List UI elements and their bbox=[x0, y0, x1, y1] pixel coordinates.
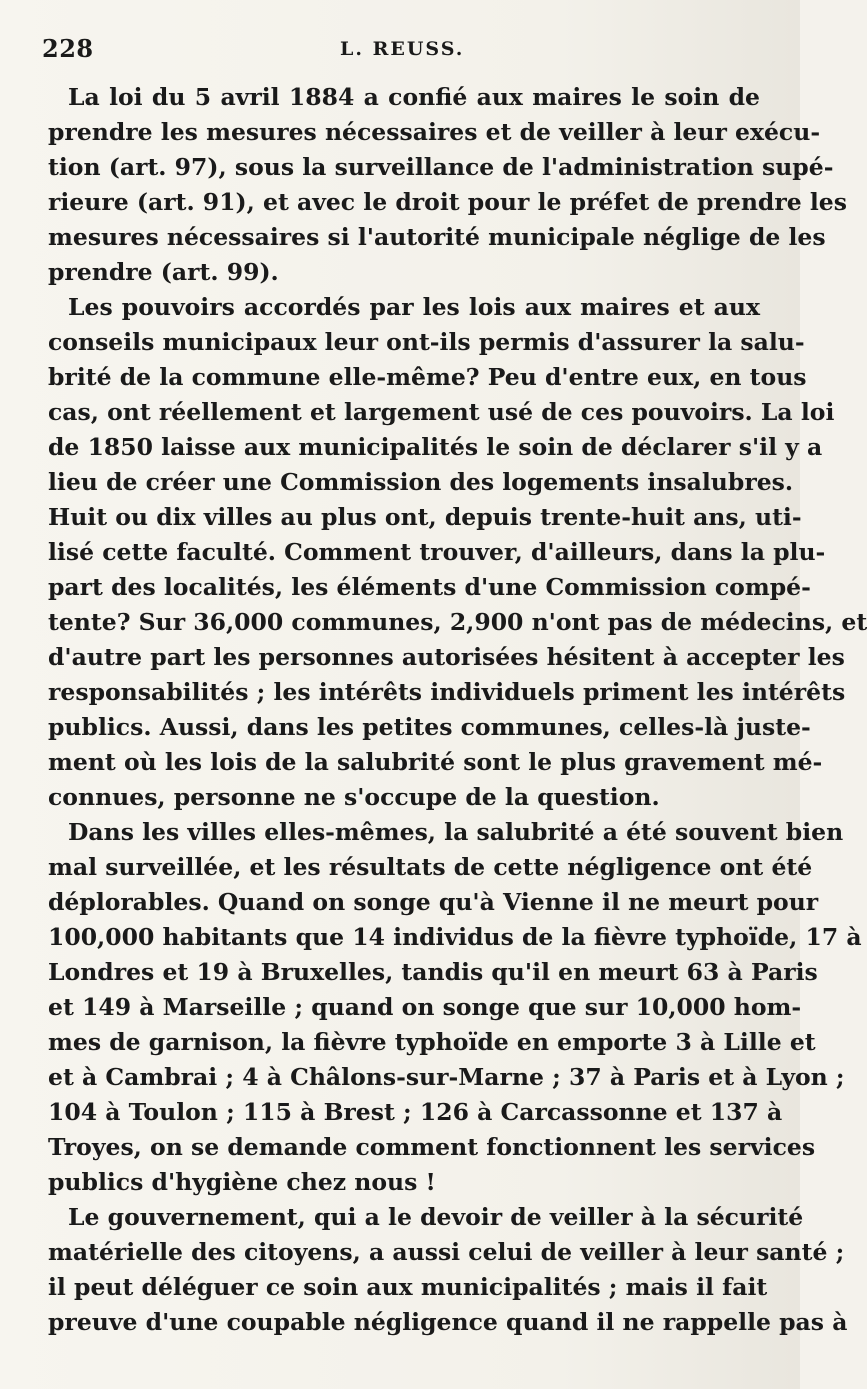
text-line: 104 à Toulon ; 115 à Brest ; 126 à Carcassonne et 137 à bbox=[48, 1098, 783, 1126]
text-line: Troyes, on se demande comment fonctionnent les services bbox=[48, 1133, 816, 1161]
text-line: Londres et 19 à Bruxelles, tandis qu'il en meurt 63 à Paris bbox=[48, 958, 818, 986]
text-line: tente? Sur 36,000 communes, 2,900 n'ont pas de médecins, et bbox=[48, 608, 867, 636]
text-line: lieu de créer une Commission des logements insalubres. bbox=[48, 468, 794, 496]
text-line: La loi du 5 avril 1884 a confié aux maires le soin de bbox=[68, 83, 760, 111]
text-line: d'autre part les personnes autorisées hésitent à accepter les bbox=[48, 643, 845, 671]
text-line: Le gouvernement, qui a le devoir de veiller à la sécurité bbox=[68, 1203, 804, 1231]
text-line: mesures nécessaires si l'autorité municipale néglige de les bbox=[48, 223, 826, 251]
text-line: mes de garnison, la fièvre typhoïde en emporte 3 à Lille et bbox=[48, 1028, 816, 1056]
text-line: prendre (art. 99). bbox=[48, 258, 279, 286]
page-header bbox=[40, 34, 760, 74]
text-line: responsabilités ; les intérêts individuels priment les intérêts bbox=[48, 678, 846, 706]
page-number: 228 bbox=[42, 34, 94, 63]
text-line: lisé cette faculté. Comment trouver, d'ailleurs, dans la plu- bbox=[48, 538, 826, 566]
text-line: cas, ont réellement et largement usé de ces pouvoirs. La loi bbox=[48, 398, 835, 426]
text-line: il peut déléguer ce soin aux municipalités ; mais il fait bbox=[48, 1273, 768, 1301]
running-head: L. REUSS. bbox=[340, 38, 465, 60]
text-line: publics. Aussi, dans les petites communes, celles-là juste- bbox=[48, 713, 811, 741]
text-line: 100,000 habitants que 14 individus de la fièvre typhoïde, 17 à bbox=[48, 923, 862, 951]
text-line: rieure (art. 91), et avec le droit pour le préfet de prendre les bbox=[48, 188, 847, 216]
text-line: de 1850 laisse aux municipalités le soin de déclarer s'il y a bbox=[48, 433, 823, 461]
text-line: matérielle des citoyens, a aussi celui de veiller à leur santé ; bbox=[48, 1238, 845, 1266]
text-line: ment où les lois de la salubrité sont le plus gravement mé- bbox=[48, 748, 823, 776]
text-line: prendre les mesures nécessaires et de veiller à leur exécu- bbox=[48, 118, 821, 146]
text-line: Dans les villes elles-mêmes, la salubrité a été souvent bien bbox=[68, 818, 844, 846]
body-text bbox=[48, 80, 867, 1340]
text-line: Huit ou dix villes au plus ont, depuis trente-huit ans, uti- bbox=[48, 503, 802, 531]
text-line: part des localités, les éléments d'une Commission compé- bbox=[48, 573, 811, 601]
text-line: mal surveillée, et les résultats de cette négligence ont été bbox=[48, 853, 813, 881]
text-line: et 149 à Marseille ; quand on songe que sur 10,000 hom- bbox=[48, 993, 802, 1021]
text-line: Les pouvoirs accordés par les lois aux maires et aux bbox=[68, 293, 760, 321]
text-line: et à Cambrai ; 4 à Châlons-sur-Marne ; 37 à Paris et à Lyon ; bbox=[48, 1063, 845, 1091]
text-line: déplorables. Quand on songe qu'à Vienne il ne meurt pour bbox=[48, 888, 819, 916]
text-line: brité de la commune elle-même? Peu d'entre eux, en tous bbox=[48, 363, 807, 391]
text-line: tion (art. 97), sous la surveillance de l'administration supé- bbox=[48, 153, 834, 181]
text-line: conseils municipaux leur ont-ils permis d'assurer la salu- bbox=[48, 328, 805, 356]
text-line: preuve d'une coupable négligence quand il ne rappelle pas à bbox=[48, 1308, 848, 1336]
text-line: connues, personne ne s'occupe de la question. bbox=[48, 783, 660, 811]
text-line: publics d'hygiène chez nous ! bbox=[48, 1168, 436, 1196]
